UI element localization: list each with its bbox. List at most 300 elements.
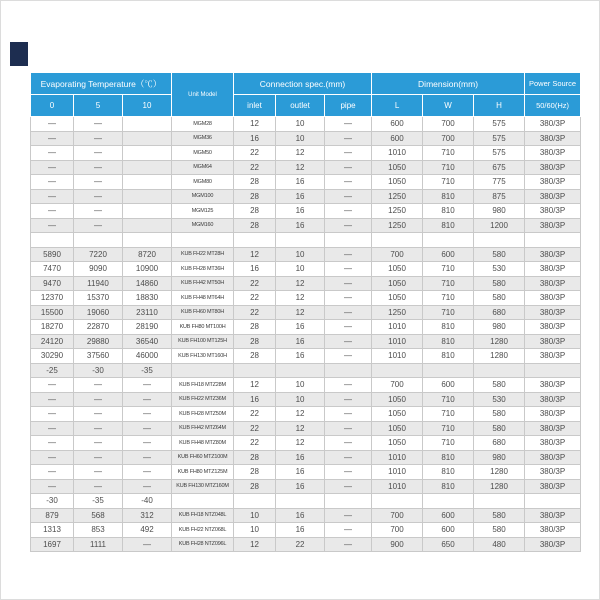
- table-row: [31, 276, 581, 291]
- data-cell: [74, 233, 123, 248]
- data-cell: 380/3P: [525, 160, 581, 175]
- unit-model-cell: KUB FH28 MTZ50M: [172, 407, 234, 422]
- data-cell: [325, 494, 372, 509]
- data-cell: 380/3P: [525, 334, 581, 349]
- table-row: [31, 262, 581, 277]
- data-cell: [325, 363, 372, 378]
- data-cell: —: [325, 218, 372, 233]
- data-cell: —: [31, 131, 74, 146]
- data-cell: 380/3P: [525, 320, 581, 335]
- subheader-length: L: [372, 95, 423, 117]
- data-cell: 700: [423, 117, 474, 132]
- data-cell: 710: [423, 146, 474, 161]
- data-cell: 8720: [123, 247, 172, 262]
- table-row: [31, 378, 581, 393]
- data-cell: —: [74, 421, 123, 436]
- data-cell: 810: [423, 218, 474, 233]
- data-cell: 530: [474, 392, 525, 407]
- subheader-frequency: 50/60(Hz): [525, 95, 581, 117]
- table-row: [31, 508, 581, 523]
- data-cell: 28190: [123, 320, 172, 335]
- table-row: [31, 392, 581, 407]
- data-cell: 1313: [31, 523, 74, 538]
- data-cell: —: [74, 131, 123, 146]
- data-cell: -35: [74, 494, 123, 509]
- data-cell: [276, 363, 325, 378]
- data-cell: 16: [234, 131, 276, 146]
- data-cell: 380/3P: [525, 131, 581, 146]
- table-row: [31, 247, 581, 262]
- data-cell: 1250: [372, 189, 423, 204]
- data-cell: 600: [423, 247, 474, 262]
- data-cell: 12: [276, 407, 325, 422]
- unit-model-cell: MGM64: [172, 160, 234, 175]
- data-cell: —: [74, 189, 123, 204]
- data-cell: 1280: [474, 349, 525, 364]
- data-cell: 810: [423, 349, 474, 364]
- table-row: [31, 291, 581, 306]
- data-cell: 1280: [474, 334, 525, 349]
- data-cell: 28: [234, 204, 276, 219]
- table-row: [31, 537, 581, 552]
- data-cell: 24120: [31, 334, 74, 349]
- data-cell: —: [74, 450, 123, 465]
- data-cell: 380/3P: [525, 146, 581, 161]
- data-cell: 380/3P: [525, 392, 581, 407]
- data-cell: 600: [423, 523, 474, 538]
- data-cell: 22: [234, 305, 276, 320]
- table-row: [31, 523, 581, 538]
- data-cell: 28: [234, 175, 276, 190]
- data-cell: 380/3P: [525, 204, 581, 219]
- table-row: [31, 160, 581, 175]
- data-cell: —: [31, 218, 74, 233]
- data-cell: 600: [423, 508, 474, 523]
- data-cell: [423, 233, 474, 248]
- data-cell: —: [325, 450, 372, 465]
- data-cell: —: [325, 276, 372, 291]
- data-cell: [31, 233, 74, 248]
- data-cell: 10: [234, 508, 276, 523]
- data-cell: 380/3P: [525, 421, 581, 436]
- data-cell: -25: [31, 363, 74, 378]
- data-cell: —: [325, 131, 372, 146]
- data-cell: —: [74, 407, 123, 422]
- data-cell: [123, 146, 172, 161]
- subheader-width: W: [423, 95, 474, 117]
- data-cell: 28: [234, 218, 276, 233]
- data-cell: 380/3P: [525, 378, 581, 393]
- data-cell: —: [325, 247, 372, 262]
- table-row: [31, 320, 581, 335]
- data-cell: 16: [276, 523, 325, 538]
- data-cell: —: [325, 204, 372, 219]
- data-cell: 710: [423, 276, 474, 291]
- unit-model-cell: MGM100: [172, 189, 234, 204]
- unit-model-cell: KUB FH80 MTZ125M: [172, 465, 234, 480]
- data-cell: [123, 233, 172, 248]
- data-cell: —: [74, 479, 123, 494]
- data-cell: 5890: [31, 247, 74, 262]
- unit-model-cell: KUB FH48 MT64H: [172, 291, 234, 306]
- header-unit-model: Unit Model: [172, 73, 234, 117]
- data-cell: 710: [423, 262, 474, 277]
- data-cell: —: [325, 407, 372, 422]
- data-cell: 380/3P: [525, 305, 581, 320]
- data-cell: 19060: [74, 305, 123, 320]
- data-cell: 16: [276, 479, 325, 494]
- data-cell: —: [31, 465, 74, 480]
- data-cell: 12: [234, 537, 276, 552]
- unit-model-cell: MGM36: [172, 131, 234, 146]
- data-cell: 29880: [74, 334, 123, 349]
- data-cell: 16: [276, 218, 325, 233]
- data-cell: 600: [372, 131, 423, 146]
- data-cell: 710: [423, 436, 474, 451]
- data-cell: 10: [276, 262, 325, 277]
- data-cell: -30: [31, 494, 74, 509]
- data-cell: —: [325, 436, 372, 451]
- data-cell: —: [325, 479, 372, 494]
- data-cell: —: [31, 204, 74, 219]
- data-cell: 10: [276, 378, 325, 393]
- data-cell: 22: [234, 276, 276, 291]
- table-row: [31, 233, 581, 248]
- unit-model-cell: KUB FH18 NTZ048L: [172, 508, 234, 523]
- spec-table-body: [31, 117, 581, 552]
- subheader-temp-5: 5: [74, 95, 123, 117]
- data-cell: —: [31, 378, 74, 393]
- unit-model-cell: KUB FH60 MT80H: [172, 305, 234, 320]
- data-cell: 810: [423, 334, 474, 349]
- data-cell: [525, 494, 581, 509]
- data-cell: 23110: [123, 305, 172, 320]
- subheader-inlet: inlet: [234, 95, 276, 117]
- data-cell: 710: [423, 291, 474, 306]
- data-cell: 1050: [372, 392, 423, 407]
- data-cell: 12: [276, 160, 325, 175]
- data-cell: 380/3P: [525, 465, 581, 480]
- data-cell: 12370: [31, 291, 74, 306]
- data-cell: 22: [234, 436, 276, 451]
- data-cell: —: [123, 421, 172, 436]
- data-cell: —: [123, 450, 172, 465]
- data-cell: —: [325, 465, 372, 480]
- data-cell: 28: [234, 334, 276, 349]
- unit-model-cell: KUB FH28 MT36H: [172, 262, 234, 277]
- data-cell: [123, 218, 172, 233]
- data-cell: —: [31, 450, 74, 465]
- data-cell: 1050: [372, 421, 423, 436]
- data-cell: 710: [423, 305, 474, 320]
- data-cell: 810: [423, 320, 474, 335]
- data-cell: -40: [123, 494, 172, 509]
- data-cell: [123, 204, 172, 219]
- data-cell: 380/3P: [525, 407, 581, 422]
- table-row: [31, 117, 581, 132]
- table-row: [31, 175, 581, 190]
- data-cell: 16: [276, 189, 325, 204]
- data-cell: 10: [276, 392, 325, 407]
- data-cell: 46000: [123, 349, 172, 364]
- data-cell: 810: [423, 189, 474, 204]
- data-cell: —: [325, 117, 372, 132]
- header-row-groups: [31, 73, 581, 95]
- table-row: [31, 479, 581, 494]
- data-cell: 1010: [372, 334, 423, 349]
- data-cell: [276, 233, 325, 248]
- data-cell: 1010: [372, 320, 423, 335]
- data-cell: [474, 233, 525, 248]
- table-row: [31, 363, 581, 378]
- data-cell: 12: [276, 305, 325, 320]
- data-cell: —: [123, 392, 172, 407]
- unit-model-cell: KUB FH60 MTZ100M: [172, 450, 234, 465]
- data-cell: -35: [123, 363, 172, 378]
- data-cell: —: [325, 378, 372, 393]
- data-cell: —: [325, 305, 372, 320]
- data-cell: 22: [234, 421, 276, 436]
- data-cell: [525, 363, 581, 378]
- data-cell: —: [325, 320, 372, 335]
- header-dimension: Dimension(mm): [372, 73, 525, 95]
- data-cell: 12: [276, 436, 325, 451]
- data-cell: 600: [372, 117, 423, 132]
- data-cell: 16: [234, 262, 276, 277]
- data-cell: 879: [31, 508, 74, 523]
- header-row-sub: [31, 95, 581, 117]
- data-cell: 22: [234, 160, 276, 175]
- data-cell: 12: [276, 421, 325, 436]
- data-cell: 16: [276, 450, 325, 465]
- unit-model-cell: MGM50: [172, 146, 234, 161]
- data-cell: 12: [276, 146, 325, 161]
- data-cell: —: [31, 436, 74, 451]
- data-cell: 710: [423, 421, 474, 436]
- unit-model-cell: [172, 494, 234, 509]
- data-cell: 700: [372, 523, 423, 538]
- data-cell: —: [74, 436, 123, 451]
- data-cell: 580: [474, 276, 525, 291]
- unit-model-cell: [172, 233, 234, 248]
- data-cell: —: [31, 392, 74, 407]
- data-cell: 10: [234, 523, 276, 538]
- data-cell: 810: [423, 204, 474, 219]
- data-cell: 12: [276, 291, 325, 306]
- unit-model-cell: MGM80: [172, 175, 234, 190]
- table-row: [31, 305, 581, 320]
- data-cell: [423, 363, 474, 378]
- data-cell: 1010: [372, 349, 423, 364]
- data-cell: —: [74, 465, 123, 480]
- table-row: [31, 218, 581, 233]
- data-cell: 580: [474, 523, 525, 538]
- data-cell: —: [74, 146, 123, 161]
- data-cell: [474, 494, 525, 509]
- data-cell: 980: [474, 204, 525, 219]
- data-cell: 380/3P: [525, 479, 581, 494]
- data-cell: 700: [372, 247, 423, 262]
- data-cell: 16: [276, 349, 325, 364]
- data-cell: —: [74, 378, 123, 393]
- data-cell: 480: [474, 537, 525, 552]
- data-cell: [372, 363, 423, 378]
- data-cell: 1010: [372, 450, 423, 465]
- data-cell: 10: [276, 247, 325, 262]
- data-cell: 15370: [74, 291, 123, 306]
- unit-model-cell: MGM160: [172, 218, 234, 233]
- data-cell: —: [325, 189, 372, 204]
- data-cell: 16: [276, 334, 325, 349]
- unit-model-cell: [172, 363, 234, 378]
- data-cell: [123, 189, 172, 204]
- data-cell: 580: [474, 407, 525, 422]
- table-row: [31, 204, 581, 219]
- data-cell: —: [31, 407, 74, 422]
- data-cell: [234, 363, 276, 378]
- data-cell: —: [123, 465, 172, 480]
- data-cell: —: [74, 218, 123, 233]
- corner-accent-square: [10, 42, 28, 66]
- table-row: [31, 421, 581, 436]
- header-evaporating-temperature: Evaporating Temperature（℃）: [31, 73, 172, 95]
- data-cell: 853: [74, 523, 123, 538]
- data-cell: 16: [276, 204, 325, 219]
- data-cell: 380/3P: [525, 262, 581, 277]
- data-cell: [123, 160, 172, 175]
- data-cell: 600: [423, 378, 474, 393]
- data-cell: 14860: [123, 276, 172, 291]
- data-cell: 700: [372, 508, 423, 523]
- data-cell: —: [325, 334, 372, 349]
- data-cell: 10900: [123, 262, 172, 277]
- data-cell: 575: [474, 131, 525, 146]
- data-cell: 1050: [372, 291, 423, 306]
- unit-model-cell: KUB FH18 MTZ28M: [172, 378, 234, 393]
- data-cell: —: [74, 117, 123, 132]
- data-cell: 810: [423, 479, 474, 494]
- unit-model-cell: KUB FH48 MTZ80M: [172, 436, 234, 451]
- data-cell: —: [74, 160, 123, 175]
- data-cell: 12: [234, 247, 276, 262]
- data-cell: [423, 494, 474, 509]
- data-cell: —: [325, 349, 372, 364]
- unit-model-cell: KUB FH130 MT160H: [172, 349, 234, 364]
- data-cell: 16: [276, 508, 325, 523]
- data-cell: —: [325, 175, 372, 190]
- data-cell: 775: [474, 175, 525, 190]
- table-row: [31, 349, 581, 364]
- table-row: [31, 334, 581, 349]
- data-cell: 650: [423, 537, 474, 552]
- data-cell: 15500: [31, 305, 74, 320]
- data-cell: 9090: [74, 262, 123, 277]
- subheader-outlet: outlet: [276, 95, 325, 117]
- data-cell: 530: [474, 262, 525, 277]
- data-cell: [525, 233, 581, 248]
- data-cell: 22: [234, 146, 276, 161]
- unit-model-cell: MGM28: [172, 117, 234, 132]
- unit-model-cell: KUB FH22 NTZ068L: [172, 523, 234, 538]
- data-cell: 28: [234, 320, 276, 335]
- data-cell: 380/3P: [525, 276, 581, 291]
- data-cell: —: [31, 117, 74, 132]
- data-cell: 1050: [372, 276, 423, 291]
- data-cell: 700: [423, 131, 474, 146]
- unit-model-cell: KUB FH100 MT125H: [172, 334, 234, 349]
- data-cell: 1250: [372, 305, 423, 320]
- data-cell: 980: [474, 450, 525, 465]
- data-cell: 1280: [474, 465, 525, 480]
- data-cell: 12: [234, 378, 276, 393]
- data-cell: —: [123, 407, 172, 422]
- data-cell: —: [325, 146, 372, 161]
- data-cell: [372, 494, 423, 509]
- data-cell: 16: [276, 320, 325, 335]
- unit-model-cell: KUB FH130 MTZ160M: [172, 479, 234, 494]
- data-cell: 1250: [372, 218, 423, 233]
- data-cell: 22: [276, 537, 325, 552]
- data-cell: 16: [276, 175, 325, 190]
- table-row: [31, 494, 581, 509]
- data-cell: 575: [474, 146, 525, 161]
- header-power-source: Power Source: [525, 73, 581, 95]
- data-cell: 380/3P: [525, 508, 581, 523]
- data-cell: 875: [474, 189, 525, 204]
- data-cell: —: [325, 262, 372, 277]
- data-cell: -30: [74, 363, 123, 378]
- data-cell: 580: [474, 421, 525, 436]
- data-cell: —: [74, 392, 123, 407]
- data-cell: 12: [276, 276, 325, 291]
- data-cell: 28: [234, 349, 276, 364]
- subheader-temp-10: 10: [123, 95, 172, 117]
- data-cell: 580: [474, 291, 525, 306]
- data-cell: [325, 233, 372, 248]
- data-cell: 37560: [74, 349, 123, 364]
- subheader-temp-0: 0: [31, 95, 74, 117]
- data-cell: [234, 494, 276, 509]
- data-cell: 7220: [74, 247, 123, 262]
- data-cell: 1050: [372, 407, 423, 422]
- spec-table: [30, 72, 581, 552]
- data-cell: 36540: [123, 334, 172, 349]
- data-cell: 580: [474, 247, 525, 262]
- data-cell: 12: [234, 117, 276, 132]
- data-cell: 9470: [31, 276, 74, 291]
- data-cell: 28: [234, 450, 276, 465]
- data-cell: 900: [372, 537, 423, 552]
- table-row: [31, 131, 581, 146]
- table-row: [31, 189, 581, 204]
- data-cell: —: [325, 392, 372, 407]
- data-cell: 680: [474, 436, 525, 451]
- unit-model-cell: KUB FH42 MT50H: [172, 276, 234, 291]
- data-cell: 1010: [372, 146, 423, 161]
- data-cell: 1697: [31, 537, 74, 552]
- data-cell: 16: [234, 392, 276, 407]
- header-connection-spec: Connection spec.(mm): [234, 73, 372, 95]
- data-cell: 380/3P: [525, 117, 581, 132]
- data-cell: 1050: [372, 160, 423, 175]
- data-cell: 980: [474, 320, 525, 335]
- data-cell: 18830: [123, 291, 172, 306]
- data-cell: —: [325, 421, 372, 436]
- data-cell: 28: [234, 465, 276, 480]
- data-cell: 1050: [372, 436, 423, 451]
- data-cell: —: [123, 378, 172, 393]
- data-cell: 1111: [74, 537, 123, 552]
